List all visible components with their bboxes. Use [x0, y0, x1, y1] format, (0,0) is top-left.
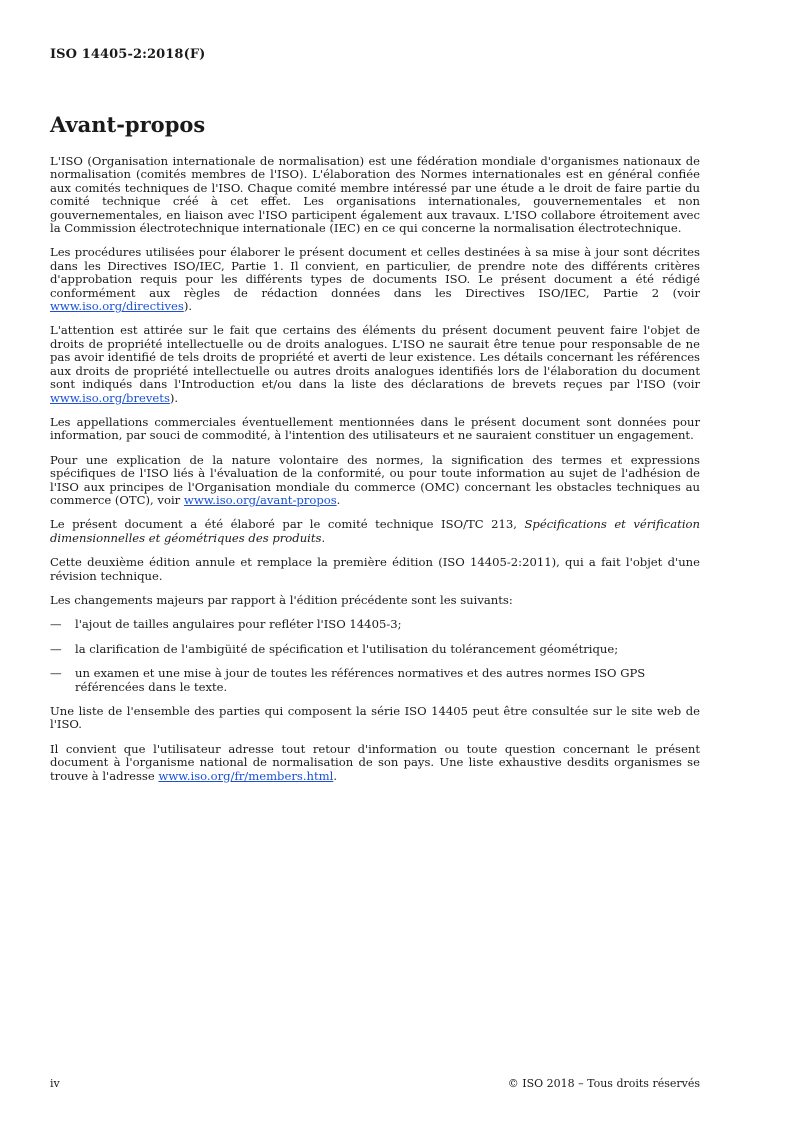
list-dash: — [50, 641, 62, 656]
list-dash: — [50, 666, 62, 681]
paragraph-patents [50, 324, 700, 404]
paragraph-text: ). [169, 390, 179, 405]
paragraph-iso-intro: L'ISO (Organisation internationale de normalisation) est une fédération mondiale d'organismes nationaux de normalisation (comités membres de l'ISO). L'élaboration des Normes internationales est en général confiée aux comités techniques de l'ISO. Chaque comité membre intéressé par une étude a le droit de faire partie du comité technique créé à cet effet. Les organisations internationales, gouvernementales et non gouvernementales, en liaison avec l'ISO participent également aux travaux. L'ISO collabore étroitement avec la Commission électrotechnique internationale (IEC) en ce qui concerne la normalisation électrotechnique. [50, 154, 700, 236]
paragraph-text: Le présent document a été élaboré par le comité technique ISO/TC 213, [50, 517, 525, 532]
list-dash: — [50, 617, 62, 632]
paragraph-series-list: Une liste de l'ensemble des parties qui composent la série ISO 14405 peut être consultée sur le site web de l'ISO. [50, 704, 700, 732]
list-item-text: la clarification de l'ambigüité de spécification et l'utilisation du tolérancement géométrique; [75, 641, 619, 656]
paragraph-text: L'attention est attirée sur le fait que certains des éléments du présent document peuvent faire l'objet de droits de propriété intellectuelle ou de droits analogues. L'ISO ne saurait être tenue pour responsable de ne pas avoir identifié de tels droits de propriété et averti de leur existence. Les détails concernant les références aux droits de propriété intellectuelle ou autres droits analogues identifiés lors de l'élaboration du document sont indiqués dans l'Introduction et/ou dans la liste des déclarations de brevets reçues par l'ISO (voir [50, 323, 700, 392]
paragraph-edition: Cette deuxième édition annule et remplace la première édition (ISO 14405-2:2011), qui a fait l'objet d'une révision technique. [50, 555, 700, 583]
copyright-notice: © ISO 2018 – Tous droits réservés [507, 1077, 700, 1090]
paragraph-trade-names: Les appellations commerciales éventuellement mentionnées dans le présent document sont données pour information, par souci de commodité, à l'intention des utilisateurs et ne sauraient constituer un engagement. [50, 414, 700, 443]
foreword-body [50, 155, 700, 794]
paragraph-text: ). [183, 299, 193, 314]
members-link[interactable]: www.iso.org/fr/members.html [158, 768, 334, 783]
paragraph-voluntary-nature [50, 454, 700, 508]
list-item [50, 643, 700, 656]
committee-title: Spécifications et vérification dimensionnelles et géométriques des produits [50, 517, 700, 545]
paragraph-feedback [50, 743, 700, 783]
list-item [50, 667, 700, 694]
page-number: iv [50, 1077, 60, 1090]
paragraph-text: . [336, 492, 341, 507]
paragraph-text: Il convient que l'utilisateur adresse tout retour d'information ou toute question concernant le présent document à l'organisme national de normalisation de son pays. Une liste exhaustive desdits organismes se trouve à l'adresse [50, 741, 700, 783]
foreword-link[interactable]: www.iso.org/avant-propos [183, 492, 337, 507]
list-item-text: un examen et une mise à jour de toutes les références normatives et des autres normes ISO GPS référencées dans le texte. [75, 666, 646, 694]
list-item [50, 618, 700, 631]
paragraph-procedures [50, 246, 700, 313]
patents-link[interactable]: www.iso.org/brevets [50, 390, 170, 405]
paragraph-changes-intro: Les changements majeurs par rapport à l'édition précédente sont les suivants: [50, 592, 513, 607]
document-id-header: ISO 14405-2:2018(F) [50, 47, 206, 62]
paragraph-committee [50, 518, 700, 545]
directives-link[interactable]: www.iso.org/directives [50, 299, 184, 314]
paragraph-text: Les procédures utilisées pour élaborer le présent document et celles destinées à sa mise à jour sont décrites dans les Directives ISO/IEC, Partie 1. Il convient, en particulier, de prendre note des différents critères d'approbation requis pour les différents types de documents ISO. Le présent document a été rédigé conformément aux règles de rédaction données dans les Directives ISO/IEC, Partie 2 (voir [50, 245, 700, 300]
paragraph-text: . [321, 530, 326, 545]
paragraph-text: Pour une explication de la nature volontaire des normes, la signification des termes et expressions spécifiques de l'ISO liés à l'évaluation de la conformité, ou pour toute information au sujet de l'adhésion de l'ISO aux principes de l'Organisation mondiale du commerce (OMC) concernant les obstacles techniques au commerce (OTC), voir [50, 452, 700, 507]
paragraph-text: . [333, 768, 338, 783]
section-title: Avant-propos [50, 112, 206, 137]
list-item-text: l'ajout de tailles angulaires pour refléter l'ISO 14405-3; [75, 617, 402, 632]
